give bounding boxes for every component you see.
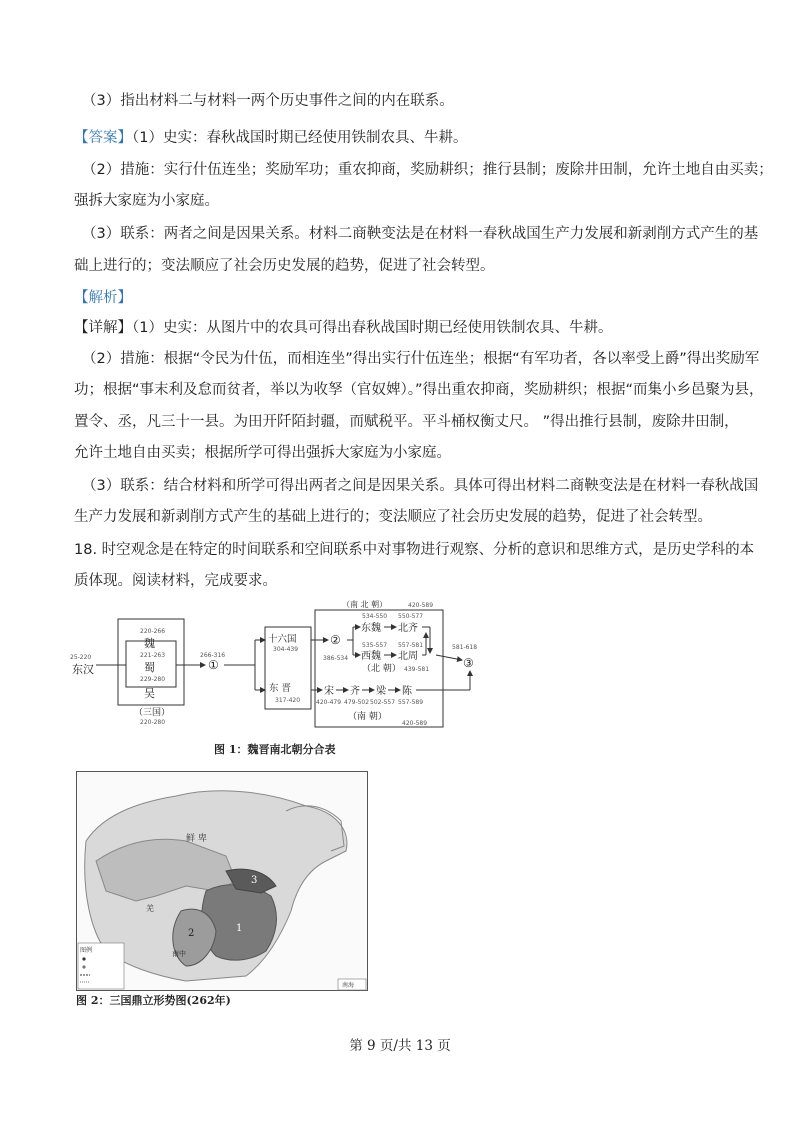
text-line-q18: [74, 540, 754, 560]
beichao-label: （北 朝）: [362, 664, 401, 674]
beiqi-label: 北齐: [398, 623, 418, 634]
map-label-1: 1: [236, 923, 243, 934]
nanzhong-label: 南中: [172, 950, 186, 958]
beizhou-years: 557-581: [398, 642, 424, 649]
text-line-xq3b: [74, 507, 712, 527]
shiliuguo-years: 304-439: [273, 646, 299, 653]
chen-label: 陈: [402, 686, 412, 697]
map-label-3: 3: [251, 875, 258, 886]
text-line-q18b: [74, 571, 277, 591]
line-text: 置令、丞，凡三十一县。为田开阡陌封疆，而赋税平。平斗桶权衡丈尺。 ”得出推行县制，废除井田制，: [74, 414, 739, 430]
section-tag: 【解析】: [74, 290, 132, 306]
figure-2-caption: 图 2：三国鼎立形势图(262年): [76, 994, 231, 1007]
circle-3: ③: [463, 656, 474, 670]
circle-2: ②: [330, 633, 341, 647]
xijin-years: 266-316: [200, 652, 226, 659]
wei-years: 220-266: [140, 628, 166, 635]
line-text: 功；根据“事末利及怠而贫者，举以为收孥（官奴婢）。”得出重农抑商，奖励耕织；根据“而集小乡邑聚为县，: [74, 382, 764, 398]
text-line-xq2b: [74, 380, 764, 400]
south-sea-inset: 南海: [342, 982, 355, 989]
beiwei-years: 386-534: [323, 655, 349, 662]
text-line-ans1: [74, 128, 467, 148]
line-text: 强拆大家庭为小家庭。: [74, 193, 219, 209]
text-line-xq3: [82, 476, 758, 496]
nanchao-years: 420-589: [402, 720, 428, 727]
text-line-q3: [82, 91, 454, 111]
beichao-years: 439-581: [404, 666, 430, 673]
dongjin-years: 317-420: [275, 697, 301, 704]
line-text: 【详解】（1）史实：从图片中的农具可得出春秋战国时期已经使用铁制农具、牛耕。: [74, 320, 613, 336]
qi-years: 479-502: [344, 699, 370, 706]
beizhou-label: 北周: [398, 651, 418, 662]
text-line-xq2c: [74, 412, 739, 432]
figure-1-caption: 图 1：魏晋南北朝分合表: [214, 743, 336, 756]
line-text: （2）措施：根据“令民为什伍，而相连坐”得出实行什伍连坐；根据“有军功者，各以率受上爵”得出奖励军: [82, 351, 760, 367]
line-text: 生产力发展和新剥削方式产生的基础上进行的；变法顺应了社会历史发展的趋势，促进了社会转型。: [74, 509, 712, 525]
line-text: 18. 时空观念是在特定的时间联系和空间联系中对事物进行观察、分析的意识和思维方式，是历史学科的本: [74, 542, 755, 558]
line-text: 础上进行的；变法顺应了社会历史发展的趋势，促进了社会转型。: [74, 258, 495, 274]
xianbei-label: 鲜 卑: [186, 834, 207, 844]
song-label: 宋: [324, 686, 334, 697]
dynasty-chart-diagram: [70, 600, 490, 735]
donghan-label: 东汉: [72, 663, 94, 676]
shu-label: 蜀: [144, 661, 155, 674]
dongjin-label: 东 晋: [269, 683, 292, 694]
text-line-xq2: [82, 349, 759, 369]
text-line-ans2b: [74, 191, 219, 211]
liang-label: 梁: [376, 686, 386, 697]
nanchao-label: （南 朝）: [348, 712, 387, 722]
text-line-xq1: [74, 318, 612, 338]
line-text: （3）指出材料二与材料一两个历史事件之间的内在联系。: [82, 93, 454, 109]
text-line-ans3: [82, 224, 758, 244]
line-text: （1）史实：春秋战国时期已经使用铁制农具、牛耕。: [132, 130, 468, 146]
qiang-label: 羌: [146, 904, 154, 913]
line-text: 质体现。阅读材料，完成要求。: [74, 573, 277, 589]
sanguo-years: 220-280: [140, 719, 166, 726]
text-line-ans2: [82, 160, 773, 180]
xiwei-label: 西魏: [361, 651, 381, 662]
dongwei-label: 东魏: [361, 623, 381, 634]
text-line-ans3b: [74, 256, 495, 276]
sui-years: 581-618: [452, 644, 478, 651]
line-text: （2）措施：实行什伍连坐；奖励军功；重农抑商，奖励耕织；推行县制；废除井田制，允许土地自由买卖；: [82, 162, 773, 178]
nanbeichao-years: 420-589: [408, 602, 434, 609]
text-line-xq2d: [74, 443, 451, 463]
line-text: 允许土地自由买卖；根据所学可得出强拆大家庭为小家庭。: [74, 445, 451, 461]
sanguo-label: （三国）: [134, 708, 171, 718]
legend-title: 图例: [80, 947, 93, 954]
line-text: （3）联系：两者之间是因果关系。材料二商鞅变法是在材料一春秋战国生产力发展和新剥削方式产生的基: [82, 226, 759, 242]
shu-years: 221-263: [140, 652, 166, 659]
page-footer: 第 9 页/共 13 页: [349, 1038, 451, 1054]
xiwei-years: 535-557: [362, 642, 388, 649]
song-years: 420-479: [316, 699, 342, 706]
wu-years: 229-280: [140, 676, 166, 683]
map-label-2: 2: [188, 928, 195, 939]
line-text: （3）联系：结合材料和所学可得出两者之间是因果关系。具体可得出材料二商鞅变法是在材料一春秋战国: [82, 478, 759, 494]
dongwei-years: 534-550: [362, 613, 388, 620]
section-tag: 【答案】: [74, 130, 132, 146]
donghan-years: 25-220: [70, 654, 92, 661]
liang-years: 502-557: [370, 699, 396, 706]
wu-label: 吴: [144, 687, 155, 700]
text-line-jx: [74, 288, 132, 308]
beiqi-years: 550-577: [398, 613, 424, 620]
circle-1: ①: [208, 658, 219, 672]
chen-years: 557-589: [398, 699, 424, 706]
nanbeichao-title: （南 北 朝）: [342, 600, 388, 609]
wei-label: 魏: [144, 637, 155, 650]
shiliuguo-label: 十六国: [268, 634, 297, 645]
qi-label: 齐: [350, 686, 360, 697]
three-kingdoms-map: [76, 771, 368, 991]
